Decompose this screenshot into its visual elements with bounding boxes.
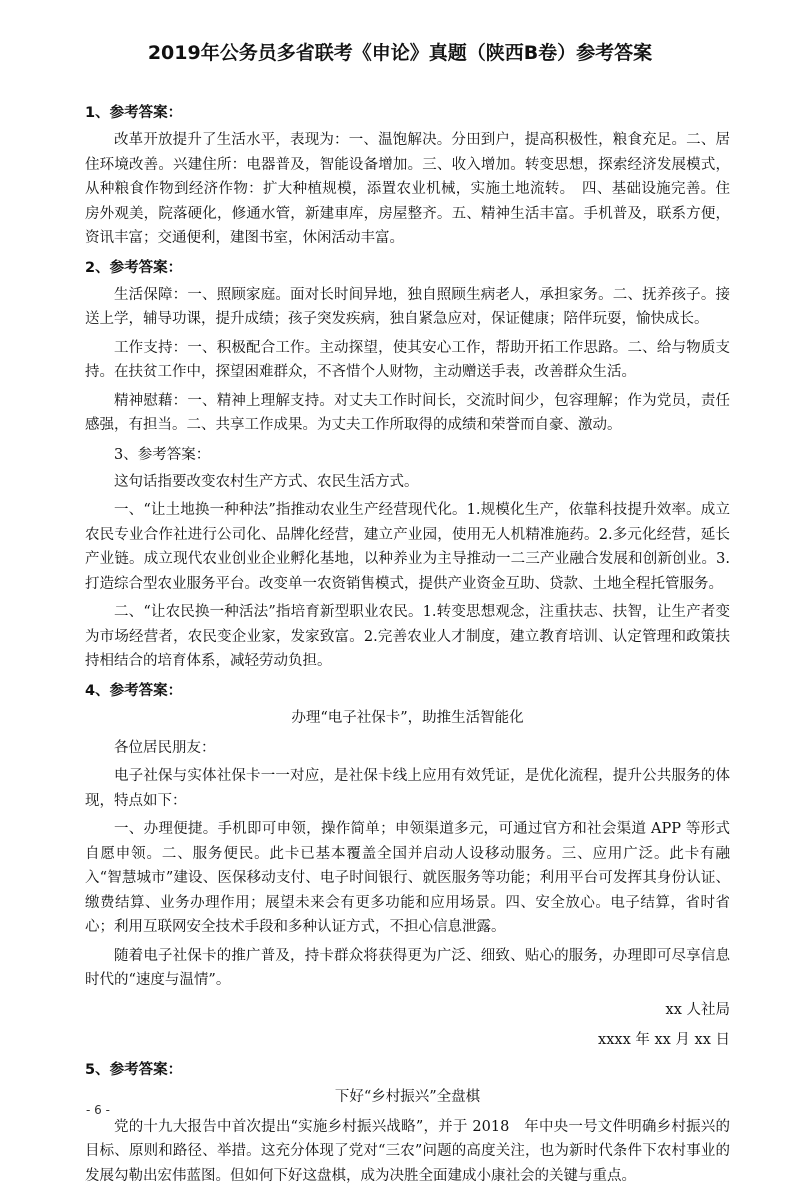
section-heading: 5、参考答案： (85, 1061, 183, 1078)
essay-subtitle: 下好“乡村振兴”全盘棋 (334, 1088, 481, 1105)
paragraph: 精神慰藉：一、精神上理解支持。对丈夫工作时间长，交流时间少，包容理解；作为党员，责任感强，有担当。二、共享工作成果。为丈夫工作所取得的成绩和荣誉而自豪、激动。 (85, 392, 730, 433)
paragraph: 二、“让农民换一种活法”指培育新型职业农民。1.转变思想观念，注重扶志、扶智，让生产者变为市场经营者，农民变企业家，发家致富。2.完善农业人才制度，建立教育培训、认定管理和政策扶持相结合的培育体系，减轻劳动负担。 (85, 604, 730, 669)
paragraph: 改革开放提升了生活水平，表现为：一、温饱解决。分田到户，提高积极性，粮食充足。二、居住环境改善。兴建住所：电器普及，智能设备增加。三、收入增加。转变思想，探索经济发展模式，从种粮食作物到经济作物：扩大种植规模，添置农业机械，实施土地流转。 四、基础设施完善。住房外观美，院落硬化，修通水管，新建車库，房屋整齐。五、精神生活丰富。手机普及，联系方便，资讯丰富；交通便利，建图书室，休闲活动丰富。 (85, 132, 730, 246)
paragraph: 这句话指要改变农村生产方式、农民生活方式。 (114, 473, 419, 490)
section-2 (85, 257, 730, 438)
section-heading: 4、参考答案： (85, 682, 183, 699)
section-heading: 3、参考答案： (114, 446, 211, 463)
essay-subtitle: 办理“电子社保卡”，助推生活智能化 (291, 709, 524, 726)
section-heading: 1、参考答案： (85, 105, 183, 121)
section-1 (85, 102, 730, 251)
document-body (85, 96, 730, 1192)
section-3 (85, 444, 730, 674)
page-title: 2019年公务员多省联考《申论》真题（陕西B卷）参考答案 (147, 42, 653, 64)
paragraph: 生活保障：一、照顾家庭。面对长时间异地，独自照顾生病老人，承担家务。二、抚养孩子。接送上学，辅导功课，提升成绩；孩子突发疾病，独自紧急应对，保证健康；陪伴玩耍，愉快成长。 (85, 286, 730, 327)
date: xxxx 年 xx 月 xx 日 (598, 1031, 730, 1048)
page-number: - 6 - (86, 1103, 110, 1117)
paragraph: 电子社保与实体社保卡一一对应，是社保卡线上应用有效凭证，是优化流程，提升公共服务的体现，特点如下： (85, 768, 730, 809)
signature: xx 人社局 (665, 1001, 730, 1018)
greeting: 各位居民朋友： (114, 739, 216, 756)
section-heading: 2、参考答案： (85, 259, 183, 276)
paragraph: 工作支持：一、积极配合工作。主动探望，使其安心工作，帮助开拓工作思路。二、给与物质支持。在扶贫工作中，探望困难群众，不吝惜个人财物，主动赠送手表，改善群众生活。 (85, 339, 730, 380)
paragraph: 党的十九大报告中首次提出“实施乡村振兴战略”，并于 2018 年中央一号文件明确乡村振兴的目标、原则和路径、举措。这充分体现了党对“三农”问题的高度关注，也为新时代条件下农村事业的发展勾勒出宏伟蓝图。但如何下好这盘棋，成为决胜全面建成小康社会的关键与重点。 (85, 1118, 730, 1184)
section-4 (85, 680, 730, 1053)
paragraph: 随着电子社保卡的推广普及，持卡群众将获得更为广泛、细致、贴心的服务，办理即可尽享信息时代的“速度与温情”。 (85, 947, 730, 988)
paragraph: 一、办理便捷。手机即可申领，操作简单；申领渠道多元，可通过官方和社会渠道 APP 等形式自愿申领。二、服务便民。此卡已基本覆盖全国并启动人设移动服务。三、应用广泛。此卡有融入“智慧城市”建设、医保移动支付、电子时间银行、就医服务等功能；利用平台可发挥其身份认证、缴费结算、业务办理作用；展望未来会有更多功能和应用场景。四、安全放心。电子结算，省时省心；利用互联网安全技术手段和多种认证方式，不担心信息泄露。 (85, 821, 730, 935)
section-5 (85, 1059, 730, 1189)
paragraph: 一、“让土地换一种种法”指推动农业生产经营现代化。1.规模化生产，依靠科技提升效率。成立农民专业合作社进行公司化、品牌化经营，建立产业园，使用无人机精准施药。2.多元化经营，延长产业链。成立现代农业创业企业孵化基地，以种养业为主导推动一二三产业融合发展和创新创业。3.打造综合型农业服务平台。改变单一农资销售模式，提供产业资金互助、贷款、土地全程托管服务。 (85, 502, 730, 592)
